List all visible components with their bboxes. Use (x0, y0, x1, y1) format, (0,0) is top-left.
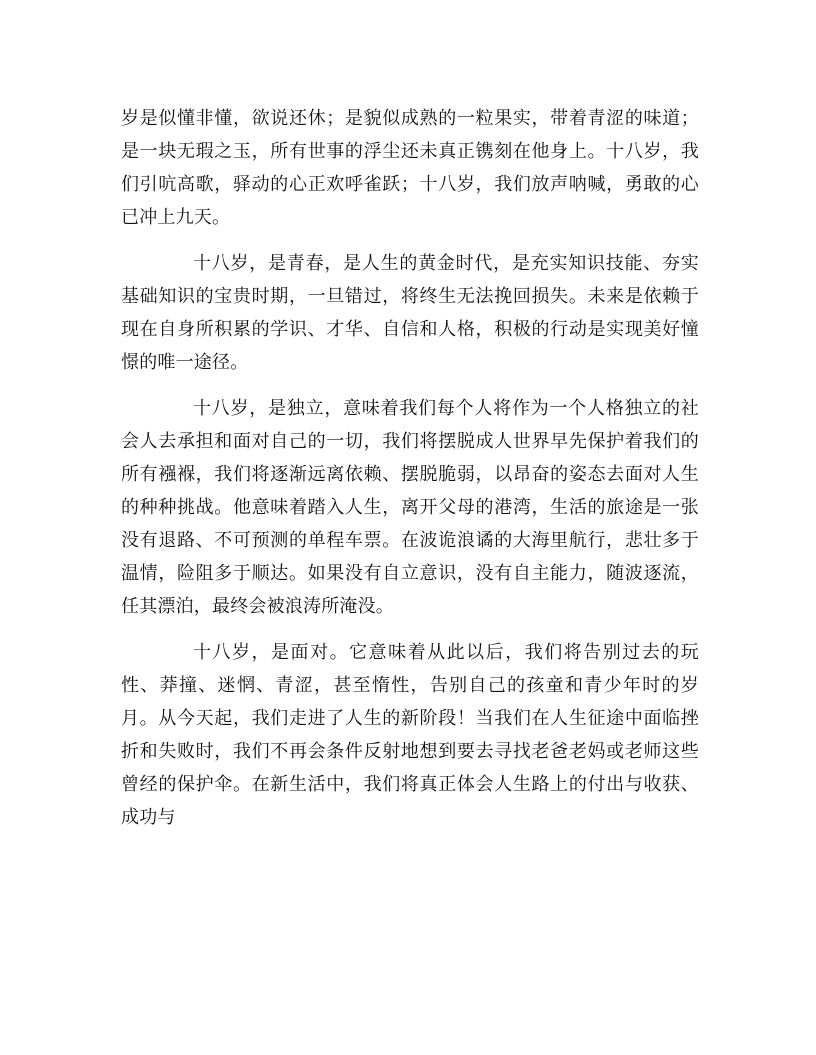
document-body (121, 102, 699, 847)
paragraph-4: 十八岁，是面对。它意味着从此以后，我们将告别过去的玩性、莽撞、迷惘、青涩，甚至惰性，告别自己的孩童和青少年时的岁月。从今天起，我们走进了人生的新阶段！当我们在人生征途中面临挫折和失败时，我们不再会条件反射地想到要去寻找老爸老妈或老师这些曾经的保护伞。在新生活中，我们将真正体会人生路上的付出与收获、成功与 (121, 642, 699, 828)
paragraph-1: 岁是似懂非懂，欲说还休；是貌似成熟的一粒果实，带着青涩的味道；是一块无瑕之玉，所有世事的浮尘还未真正镌刻在他身上。十八岁，我们引吭高歌，驿动的心正欢呼雀跃；十八岁，我们放声呐喊，勇敢的心已冲上九天。 (121, 108, 699, 228)
paragraph-3: 十八岁，是独立，意味着我们每个人将作为一个人格独立的社会人去承担和面对自己的一切，我们将摆脱成人世界早先保护着我们的所有襁褓，我们将逐渐远离依赖、摆脱脆弱，以昂奋的姿态去面对人生的种种挑战。他意味着踏入人生，离开父母的港湾，生活的旅途是一张没有退路、不可预测的单程车票。在波诡浪谲的大海里航行，悲壮多于温情，险阻多于顺达。如果没有自立意识，没有自主能力，随波逐流，任其漂泊，最终会被浪涛所淹没。 (121, 398, 699, 617)
paragraph-2: 十八岁，是青春，是人生的黄金时代，是充实知识技能、夯实基础知识的宝贵时期，一旦错过，将终生无法挽回损失。未来是依赖于现在自身所积累的学识、才华、自信和人格，积极的行动是实现美好憧憬的唯一途径。 (121, 253, 699, 373)
